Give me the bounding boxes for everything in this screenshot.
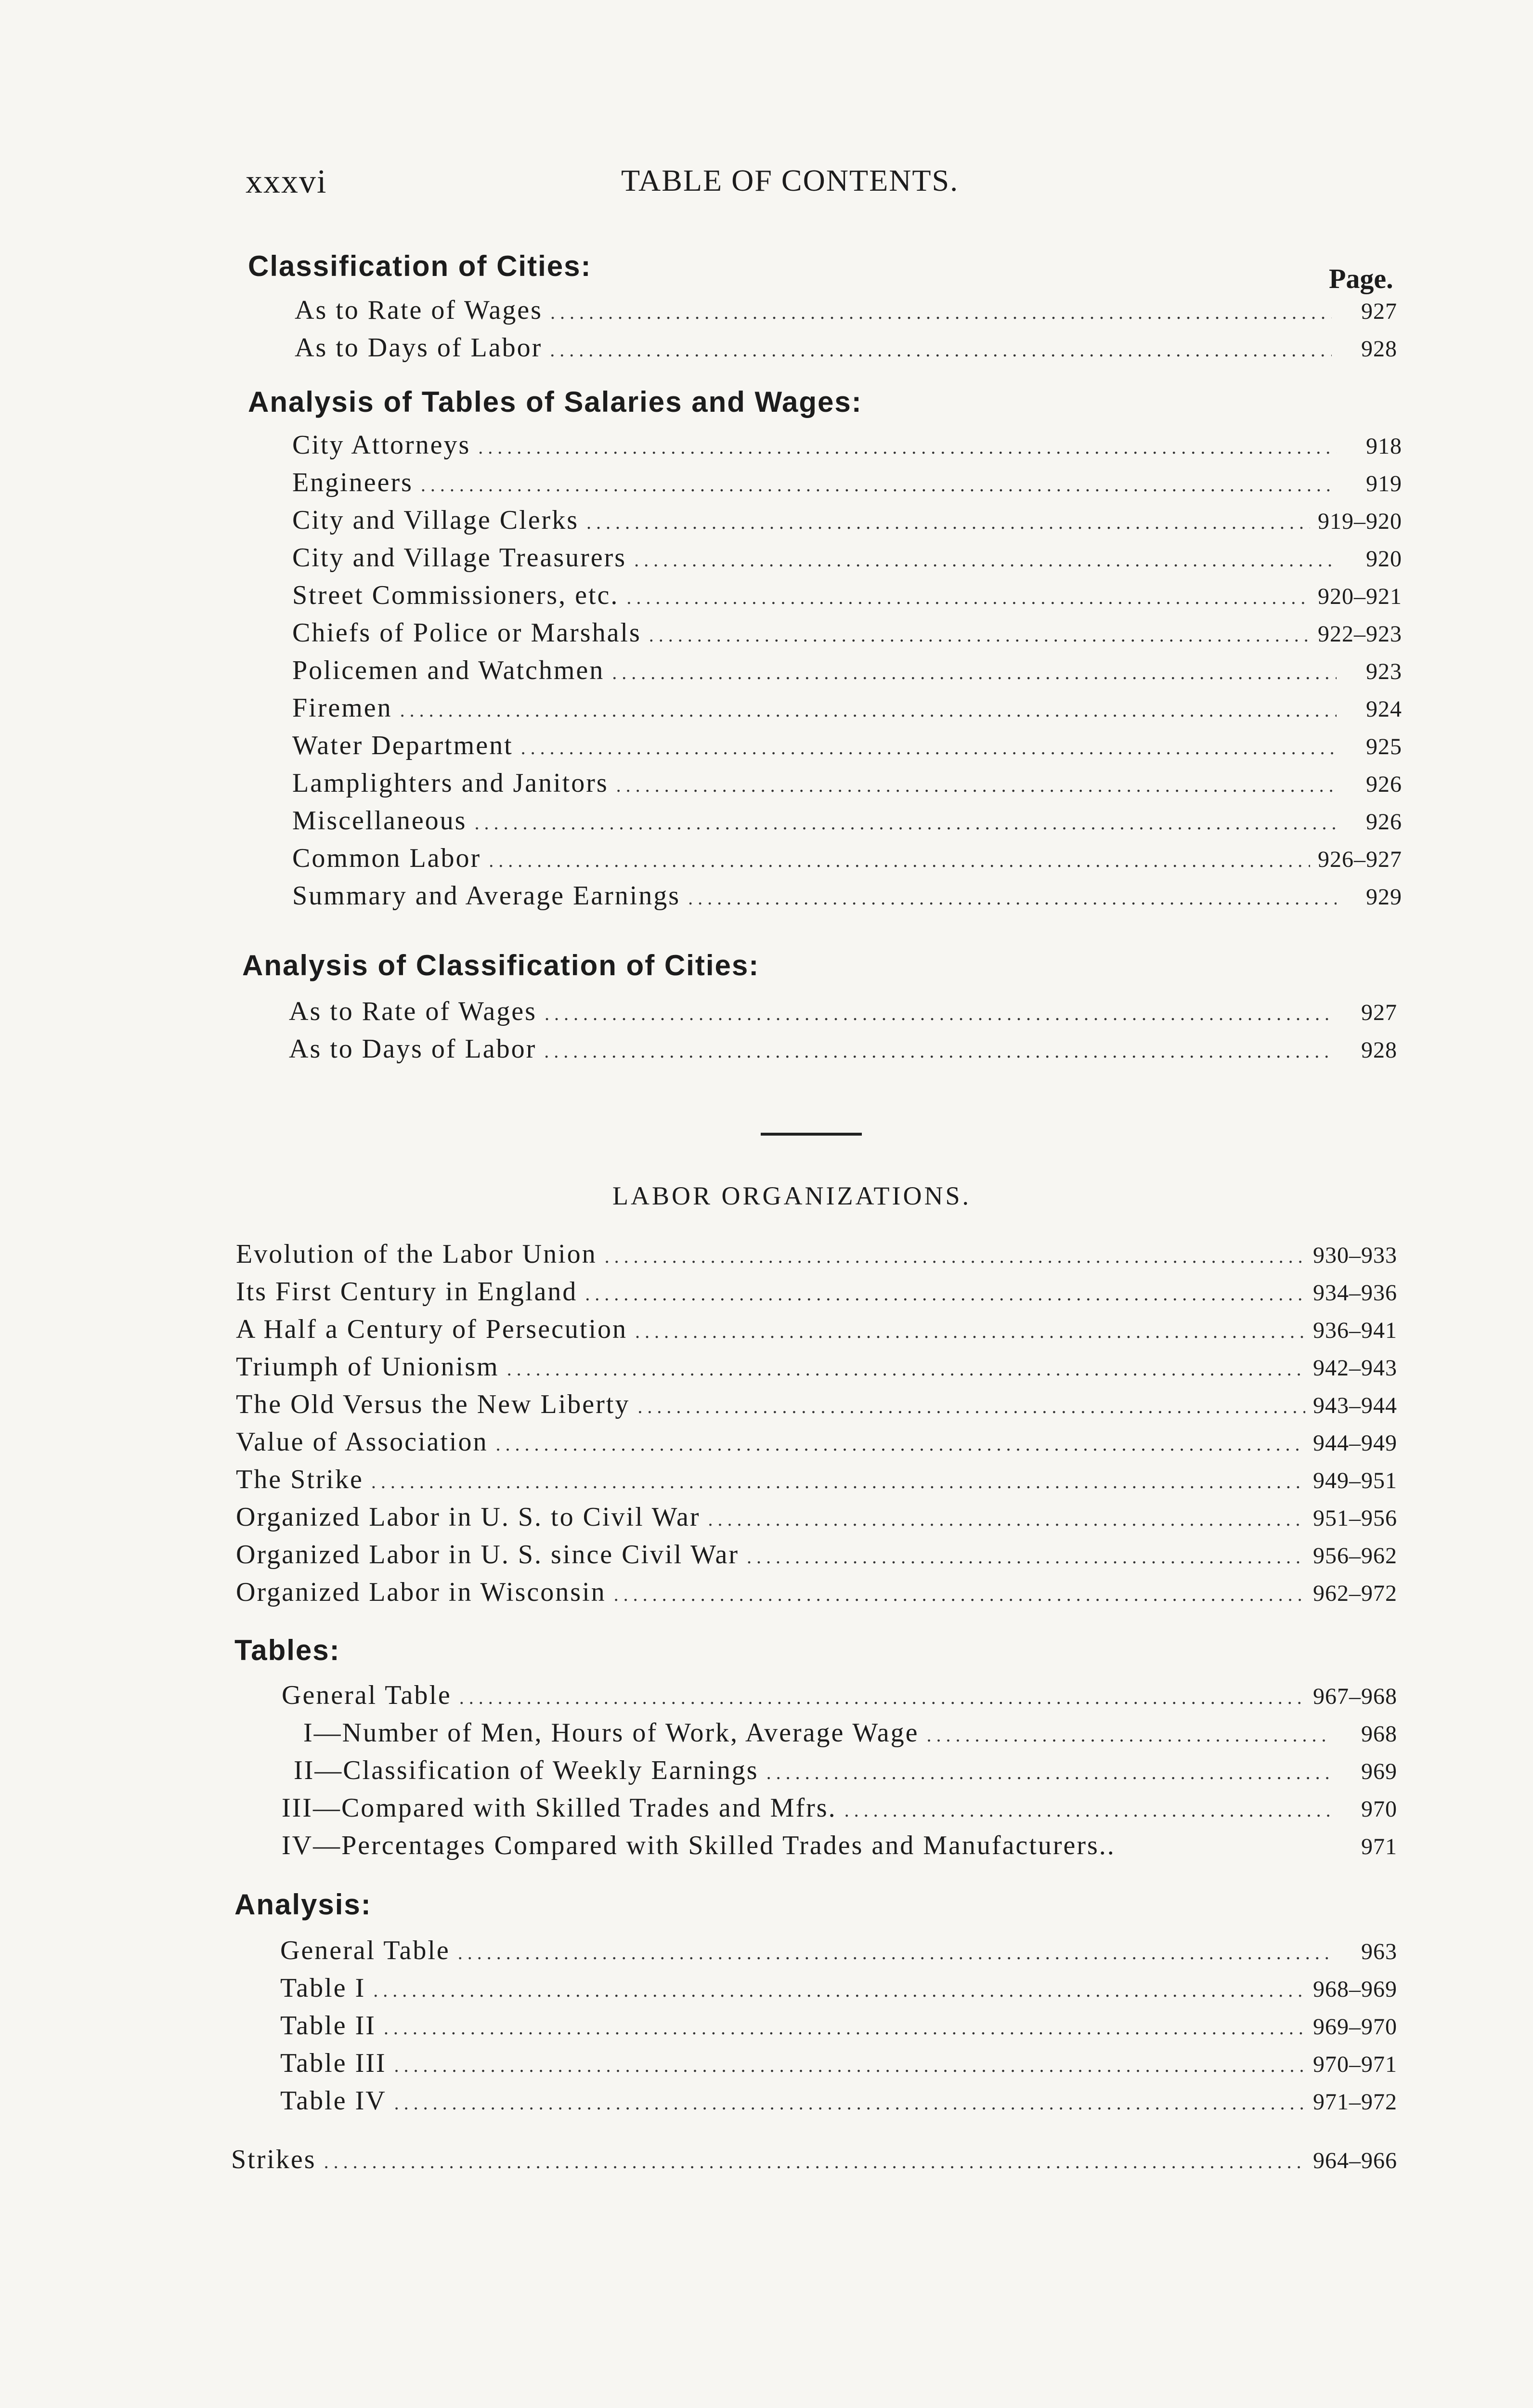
section-divider bbox=[761, 1133, 862, 1136]
toc-entry-label: As to Days of Labor bbox=[289, 1034, 537, 1064]
toc-entry-label: Table I bbox=[280, 1973, 366, 2003]
toc-entry-page: 925 bbox=[1366, 734, 1402, 759]
dot-leader bbox=[324, 2150, 1305, 2173]
toc-entry-label: Policemen and Watchmen bbox=[292, 655, 605, 685]
toc-entry[interactable] bbox=[292, 843, 1402, 880]
toc-entry[interactable] bbox=[282, 1793, 1397, 1830]
dot-leader bbox=[612, 661, 1337, 684]
toc-entry-label: General Table bbox=[280, 1936, 450, 1965]
dot-leader bbox=[637, 1395, 1305, 1418]
toc-entry[interactable] bbox=[236, 1464, 1397, 1502]
toc-entry-page: 920–921 bbox=[1318, 584, 1402, 609]
section-heading-analysis: Analysis: bbox=[234, 1888, 372, 1921]
dot-leader bbox=[747, 1545, 1305, 1568]
toc-entry-label: Lamplighters and Janitors bbox=[292, 768, 609, 798]
section-heading-analysis-of-tables: Analysis of Tables of Salaries and Wages: bbox=[248, 386, 862, 418]
toc-entry-page: 968–969 bbox=[1313, 1976, 1397, 2002]
toc-entry-page: 971 bbox=[1361, 1834, 1397, 1859]
toc-entry[interactable] bbox=[292, 542, 1402, 580]
toc-entry-label: Strikes bbox=[231, 2145, 316, 2174]
toc-entry[interactable] bbox=[292, 693, 1402, 730]
toc-entry[interactable] bbox=[236, 1314, 1397, 1351]
toc-entry-label: Miscellaneous bbox=[292, 806, 467, 836]
toc-entry-label: The Strike bbox=[236, 1465, 364, 1494]
page-column-label: Page. bbox=[1329, 263, 1393, 294]
section-heading-analysis-of-classification: Analysis of Classification of Cities: bbox=[242, 949, 760, 982]
toc-entry-page: 919–920 bbox=[1318, 509, 1402, 534]
toc-entry[interactable] bbox=[295, 332, 1397, 370]
dot-leader bbox=[708, 1508, 1305, 1531]
toc-entry-page: 964–966 bbox=[1313, 2148, 1397, 2173]
toc-entry-page: 943–944 bbox=[1313, 1393, 1397, 1418]
toc-entry-label: Triumph of Unionism bbox=[236, 1352, 499, 1382]
toc-entry-label: III—Compared with Skilled Trades and Mfrs. bbox=[282, 1793, 837, 1823]
toc-entry-page: 970–971 bbox=[1313, 2052, 1397, 2077]
toc-entry-page: 969–970 bbox=[1313, 2014, 1397, 2040]
dot-leader bbox=[545, 1002, 1332, 1025]
toc-entry[interactable] bbox=[292, 430, 1402, 467]
toc-entry-page: 926 bbox=[1366, 809, 1402, 835]
dot-leader bbox=[373, 1979, 1305, 2002]
toc-entry-label: City and Village Treasurers bbox=[292, 543, 627, 573]
toc-entry[interactable] bbox=[236, 1276, 1397, 1314]
section-heading-classification-of-cities: Classification of Cities: bbox=[248, 250, 592, 282]
toc-entry-page: 970 bbox=[1361, 1796, 1397, 1822]
toc-entry-page: 956–962 bbox=[1313, 1543, 1397, 1569]
toc-entry-page: 949–951 bbox=[1313, 1468, 1397, 1493]
toc-entry-label: Table IV bbox=[280, 2086, 387, 2116]
toc-entry-label: As to Rate of Wages bbox=[295, 295, 543, 325]
toc-entry[interactable] bbox=[294, 1755, 1397, 1793]
toc-entry-page: 920 bbox=[1366, 546, 1402, 572]
dot-leader bbox=[844, 1799, 1332, 1821]
toc-entry-page: 963 bbox=[1361, 1939, 1397, 1964]
toc-entry-label: As to Days of Labor bbox=[295, 333, 543, 363]
toc-entry[interactable] bbox=[292, 805, 1402, 843]
toc-entry-page: 926 bbox=[1366, 772, 1402, 797]
dot-leader bbox=[649, 624, 1310, 646]
dot-leader bbox=[626, 586, 1310, 609]
toc-entry[interactable] bbox=[289, 1034, 1397, 1071]
toc-entry[interactable] bbox=[289, 996, 1397, 1034]
toc-entry-label: Street Commissioners, etc. bbox=[292, 580, 619, 610]
toc-entry[interactable] bbox=[292, 768, 1402, 805]
toc-entry[interactable] bbox=[236, 1351, 1397, 1389]
toc-entry-page: 934–936 bbox=[1313, 1280, 1397, 1306]
dot-leader bbox=[421, 473, 1337, 496]
toc-entry[interactable] bbox=[282, 1680, 1397, 1717]
running-title: TABLE OF CONTENTS. bbox=[621, 163, 959, 197]
dot-leader bbox=[635, 1320, 1305, 1343]
toc-entry-page: 944–949 bbox=[1313, 1430, 1397, 1456]
toc-entry[interactable] bbox=[236, 1539, 1397, 1577]
toc-entry[interactable] bbox=[292, 730, 1402, 768]
toc-entry[interactable] bbox=[292, 467, 1402, 505]
toc-entry-page: 962–972 bbox=[1313, 1581, 1397, 1606]
toc-entry-label: Organized Labor in Wisconsin bbox=[236, 1577, 606, 1607]
toc-entry[interactable] bbox=[292, 617, 1402, 655]
toc-entry-label: Evolution of the Labor Union bbox=[236, 1239, 597, 1269]
toc-entry[interactable] bbox=[282, 1830, 1397, 1868]
toc-entry-label: Organized Labor in U. S. since Civil War bbox=[236, 1540, 740, 1570]
toc-entry-page: 936–941 bbox=[1313, 1318, 1397, 1343]
toc-entry[interactable] bbox=[231, 2144, 1397, 2182]
toc-entry-label: Its First Century in England bbox=[236, 1277, 578, 1307]
dot-leader bbox=[394, 2092, 1305, 2114]
dot-leader bbox=[459, 1686, 1305, 1709]
dot-leader bbox=[521, 736, 1337, 759]
toc-entry-label: Table II bbox=[280, 2011, 376, 2041]
toc-entry[interactable] bbox=[280, 2048, 1397, 2085]
dot-leader bbox=[586, 511, 1310, 534]
toc-entry-page: 971–972 bbox=[1313, 2089, 1397, 2115]
toc-entry-page: 929 bbox=[1366, 884, 1402, 910]
toc-entry-page: 924 bbox=[1366, 696, 1402, 722]
dot-leader bbox=[507, 1358, 1305, 1380]
toc-entry[interactable] bbox=[236, 1502, 1397, 1539]
toc-entry-page: 922–923 bbox=[1318, 621, 1402, 647]
toc-entry[interactable] bbox=[292, 655, 1402, 693]
toc-entry[interactable] bbox=[236, 1577, 1397, 1614]
toc-entry-page: 967–968 bbox=[1313, 1684, 1397, 1709]
dot-leader bbox=[394, 2054, 1305, 2077]
toc-entry-page: 951–956 bbox=[1313, 1505, 1397, 1531]
dot-leader bbox=[616, 774, 1337, 797]
toc-entry-page: 919 bbox=[1366, 471, 1402, 497]
page-header bbox=[246, 163, 1377, 211]
toc-entry-label: Table III bbox=[280, 2048, 387, 2078]
toc-entry-label: General Table bbox=[282, 1680, 452, 1710]
toc-entry-label: A Half a Century of Persecution bbox=[236, 1314, 628, 1344]
section-heading-tables: Tables: bbox=[234, 1634, 340, 1666]
toc-entry[interactable] bbox=[280, 2010, 1397, 2048]
labor-organizations-heading: LABOR ORGANIZATIONS. bbox=[612, 1181, 971, 1210]
toc-entry-label: II—Classification of Weekly Earnings bbox=[294, 1755, 759, 1785]
toc-entry-page: 918 bbox=[1366, 433, 1402, 459]
dot-leader bbox=[544, 1040, 1332, 1062]
toc-entry-page: 968 bbox=[1361, 1721, 1397, 1747]
toc-entry-label: The Old Versus the New Liberty bbox=[236, 1389, 630, 1419]
toc-entry-page: 930–933 bbox=[1313, 1243, 1397, 1268]
toc-entry-label: City and Village Clerks bbox=[292, 505, 579, 535]
dot-leader bbox=[926, 1724, 1332, 1746]
toc-entry[interactable] bbox=[280, 1935, 1397, 1973]
dot-leader bbox=[614, 1583, 1305, 1606]
dot-leader bbox=[605, 1245, 1305, 1268]
toc-entry[interactable] bbox=[280, 1973, 1397, 2010]
dot-leader bbox=[495, 1433, 1305, 1455]
dot-leader bbox=[550, 339, 1332, 361]
dot-leader bbox=[384, 2016, 1305, 2039]
toc-entry-page: 942–943 bbox=[1313, 1355, 1397, 1381]
toc-entry[interactable] bbox=[292, 580, 1402, 617]
dot-leader bbox=[371, 1470, 1305, 1493]
toc-entry-label: Firemen bbox=[292, 693, 392, 723]
toc-entry-page: 923 bbox=[1366, 659, 1402, 684]
dot-leader bbox=[400, 699, 1337, 721]
toc-entry-label: Summary and Average Earnings bbox=[292, 881, 681, 911]
toc-entry-label: I—Number of Men, Hours of Work, Average Wage bbox=[303, 1718, 919, 1748]
toc-entry[interactable] bbox=[280, 2085, 1397, 2123]
toc-entry[interactable] bbox=[236, 1389, 1397, 1426]
toc-entry-label: Organized Labor in U. S. to Civil War bbox=[236, 1502, 701, 1532]
toc-entry-label: Common Labor bbox=[292, 843, 481, 873]
toc-entry-page: 928 bbox=[1361, 336, 1397, 362]
toc-entry[interactable] bbox=[236, 1239, 1397, 1276]
dot-leader bbox=[688, 887, 1337, 909]
toc-entry[interactable] bbox=[303, 1717, 1397, 1755]
toc-entry[interactable] bbox=[236, 1426, 1397, 1464]
dot-leader bbox=[489, 849, 1310, 872]
toc-entry-label: Water Department bbox=[292, 731, 513, 760]
dot-leader bbox=[634, 549, 1337, 571]
dot-leader bbox=[585, 1283, 1305, 1305]
toc-entry[interactable] bbox=[292, 505, 1402, 542]
toc-entry-page: 928 bbox=[1361, 1037, 1397, 1063]
toc-entry-label: IV—Percentages Compared with Skilled Trades and Manufacturers.. bbox=[282, 1831, 1116, 1860]
toc-entry-label: City Attorneys bbox=[292, 430, 471, 460]
toc-entry[interactable] bbox=[295, 295, 1397, 332]
dot-leader bbox=[478, 436, 1337, 458]
toc-entry-label: Value of Association bbox=[236, 1427, 488, 1457]
toc-entry-label: Chiefs of Police or Marshals bbox=[292, 618, 641, 648]
folio-page-number: xxxvi bbox=[246, 163, 327, 200]
toc-entry-label: As to Rate of Wages bbox=[289, 996, 537, 1026]
toc-entry-page: 927 bbox=[1361, 299, 1397, 324]
dot-leader bbox=[766, 1761, 1332, 1784]
toc-entry-page: 926–927 bbox=[1318, 847, 1402, 872]
toc-entry-label: Engineers bbox=[292, 468, 413, 497]
dot-leader bbox=[458, 1941, 1332, 1964]
dot-leader bbox=[550, 301, 1332, 324]
toc-entry-page: 927 bbox=[1361, 1000, 1397, 1025]
toc-entry[interactable] bbox=[292, 880, 1402, 918]
dot-leader bbox=[474, 811, 1337, 834]
toc-entry-page: 969 bbox=[1361, 1759, 1397, 1784]
